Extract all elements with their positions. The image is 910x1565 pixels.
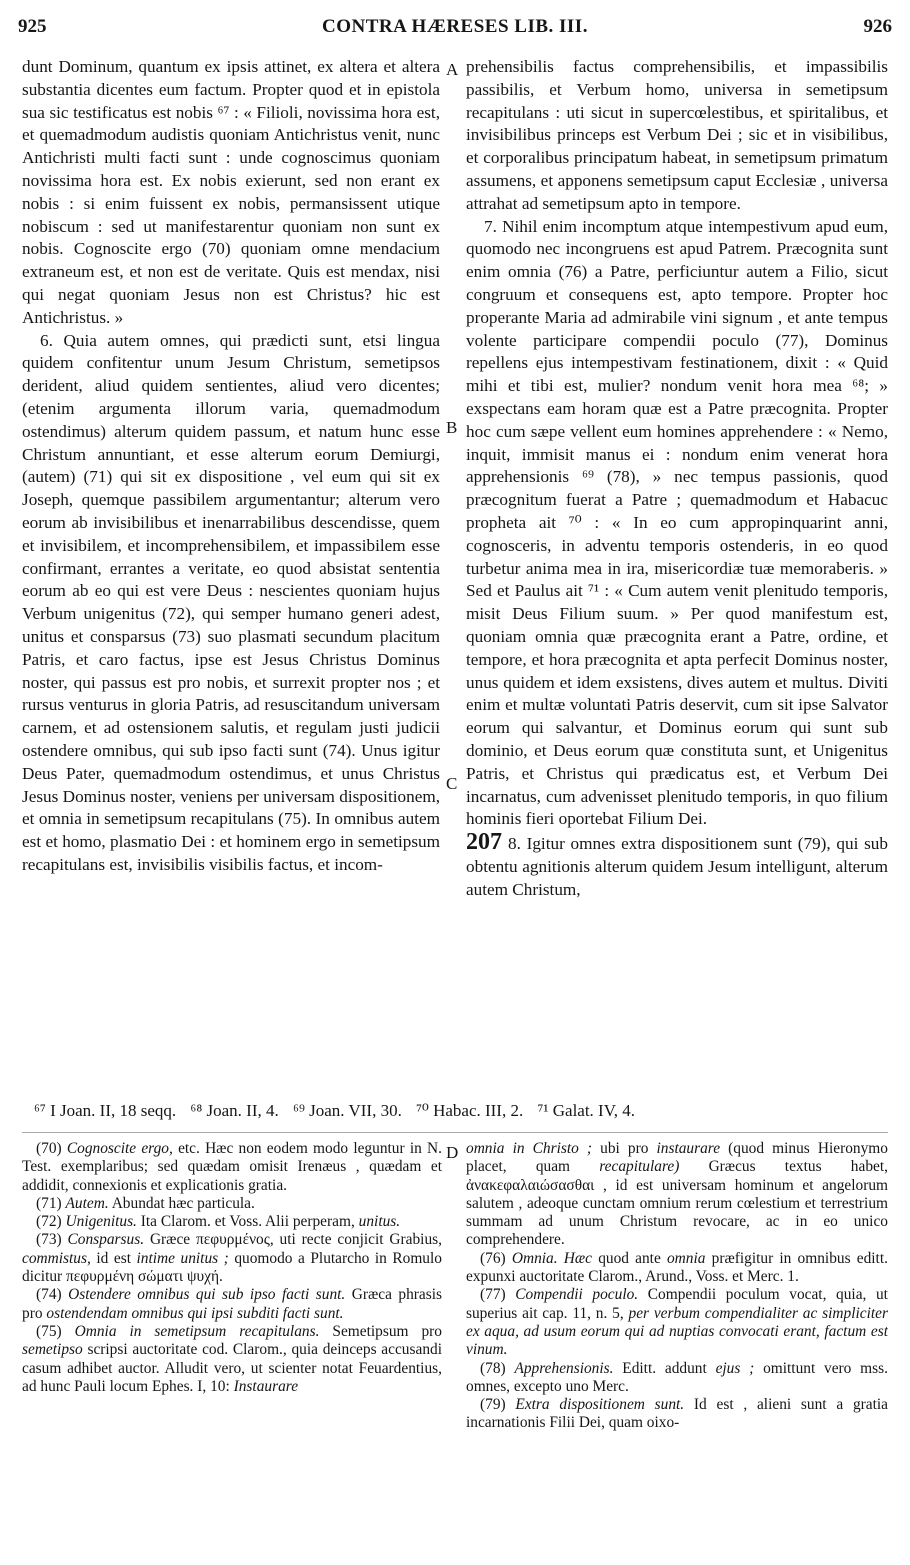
note-text: Ita Clarom. et Voss. Alii perperam, [140, 1213, 355, 1231]
paragraph-text: 8. Igitur omnes extra dispositionem sunt (79), qui sub obtentu agnitionis alterum quidem Jesum intelligunt, alterum autem Christum, [466, 834, 888, 899]
note-number: (78) [480, 1359, 506, 1377]
note-lemma: Autem. [65, 1194, 109, 1212]
notes-left-column [22, 1140, 442, 1560]
note-text: ubi pro [600, 1140, 649, 1157]
note-number: (76) [480, 1249, 506, 1267]
footnote-continued [466, 1140, 888, 1250]
note-text: scripsi auctoritate cod. Clarom., quia deinceps accusandi casum adhibet auctor. Alludit vero, ut scienter notat Feuardentius, ad hunc Pauli locum Ephes. I, 10: [22, 1341, 442, 1395]
note-number: (73) [36, 1231, 62, 1249]
margin-letter-b: B [446, 418, 458, 437]
note-text: ostendendam omnibus qui ipsi subditi facti sunt. [46, 1304, 344, 1322]
note-lemma: Cognoscite ergo, [66, 1140, 173, 1157]
scripture-ref: ⁶⁸ Joan. II, 4. [190, 1101, 279, 1120]
paragraph: dunt Dominum, quantum ex ipsis attinet, ex altera et altera substantia dicentes eum factum. Propter quod et in epistola sua sic testificatus est nobis ⁶⁷ : « Filioli, novissima hora est, et quemadmodum audistis quoniam Antichristus venit, nunc Antichristi multi facti sunt : unde cognoscimus quoniam novissima hora est. Ex nobis exierunt, sed non erant ex nobis : si enim fuissent ex nobis, permansissent utique nobiscum : sed ut manifestarentur quoniam non sunt ex nobis. Cognoscite ergo (70) quoniam omne mendacium extraneum est, et non est de veritate. Quis est mendax, nisi qui negat quoniam Jesus non est Christus? hic est Antichristus. » [22, 57, 440, 327]
note-lemma: Consparsus. [67, 1231, 145, 1249]
note-text: (quod minus Hieronymo placet, quam [466, 1140, 888, 1176]
divider [22, 1132, 888, 1133]
page-header [18, 10, 892, 40]
note-text: etc. Hæc non eodem modo leguntur in N. Test. exemplaribus; sed quædam omisit Irenæus , quædam et addidit, connexionis et explicationis gratia. [22, 1140, 442, 1194]
note-number: (77) [480, 1286, 506, 1304]
scripture-references [34, 1101, 894, 1121]
note-text: Græca phrasis pro [22, 1286, 442, 1322]
note-lemma: Extra dispositionem sunt. [515, 1396, 685, 1414]
column-number: 207 [466, 829, 502, 856]
left-column [22, 56, 440, 1086]
note-lemma: Compendii poculo. [515, 1286, 639, 1304]
note-lemma: Omnia in semetipsum recapitulans. [74, 1322, 320, 1340]
footnote [22, 1195, 442, 1213]
paragraph: 7. Nihil enim incomptum atque intempestivum apud eum, quomodo nec incongruens est apud Patrem. Præcognita sunt enim omnia (76) a Patre, perficiuntur autem a Filio, sicut congruum et consequens est, apto tempore. Propter hoc properante Maria ad admirabile vini signum , et ante tempus volente participare compendii poculo (77), Dominus repellens ejus intempestivam festinationem, dixit : « Quid mihi et tibi est, mulier? nondum venit hora mea ⁶⁸; » exspectans eam horam quæ est a Patre præcognita. Propter hoc cum sæpe vellent eum homines apprehendere : « Nemo, inquit, immisit manus ei : nondum enim venerat hora apprehensionis ⁶⁹ (78), » nec tempus passionis, quod præcognitum fuerat a Patre ; quemadmodum et Habacuc propheta ait ⁷⁰ : « In eo cum appropinquarint anni, cognosceris, in adventu temporis ostenderis, in eo quod turbetur anima mea in ira, misericordiæ tuæ memoraberis. » Sed et Paulus ait ⁷¹ : « Cum autem venit plenitudo temporis, misit Deus Filium suum. » Per quod manifestum est, quoniam omnia quæ præcognita erant a Patre, ordine, et tempore, et hora præcognita et apta perfecit Dominus noster, unus quidem et idem exsistens, dives autem et multus. Diviti enim et multæ voluntati Patris deservit, cum sit ipse Salvator eorum qui salvantur, et Dominus eorum qui sunt sub dominio, et Deus eorum quæ constituta sunt, et Unigenitus Patris, et Christus qui prædicatus est, et Verbum Dei incarnatus, cum advenisset plenitudo temporis, in quo filium hominis fieri oportebat Filium Dei. [466, 216, 888, 829]
note-text: præfigitur in omnibus editt. expunxi auctoritate Clarom., Arund., Voss. et Merc. 1. [466, 1249, 888, 1286]
paragraph: prehensibilis factus comprehensibilis, et impassibilis passibilis, et Verbum homo, universa in semetipsum recapitulans : uti sicut in supercœlestibus, et spiritalibus, et invisibilibus princeps est Verbum Dei ; sic et in visibilibus, et corporalibus principatum habeat, in semetipsum primatum assumens, et apponens semetipsum caput Ecclesiæ , universa attrahat ad semetipsum apto in tempore. [466, 57, 888, 213]
page-number-right: 926 [863, 16, 892, 37]
paragraph [466, 831, 888, 901]
note-text: intime unitus ; [136, 1249, 229, 1267]
note-text: Id est , alieni sunt a gratia incarnationis Filii Dei, quam oixo- [466, 1396, 888, 1432]
note-number: (79) [480, 1396, 506, 1414]
note-text: ejus ; [715, 1359, 755, 1377]
margin-letter-c: C [446, 774, 458, 793]
note-number: (72) [36, 1213, 62, 1231]
footnote [22, 1231, 442, 1286]
note-lemma: Apprehensionis. [514, 1359, 614, 1377]
note-text: omnia in Christo ; [466, 1140, 593, 1157]
scripture-ref: ⁷⁰ Habac. III, 2. [416, 1101, 524, 1120]
margin-letter-a: A [446, 60, 459, 79]
scripture-ref: ⁶⁷ I Joan. II, 18 seqq. [34, 1101, 177, 1120]
note-text: Editt. addunt [622, 1359, 707, 1377]
note-number: (75) [36, 1322, 62, 1340]
running-title: CONTRA HÆRESES LIB. III. [322, 16, 588, 37]
note-text: quomodo a Plutarcho in Romulo dicitur πεφυρμένη σώματι ψυχή. [22, 1249, 442, 1286]
note-number: (71) [36, 1194, 62, 1212]
page-number-left: 925 [18, 16, 47, 37]
footnote [22, 1323, 442, 1396]
note-text: commistus, [22, 1249, 91, 1267]
right-column [466, 56, 888, 1086]
note-lemma: Ostendere omnibus qui sub ipso facti sunt. [68, 1286, 346, 1304]
note-text: Græce πεφυρμένος, uti recte conjicit Grabius, [149, 1231, 442, 1249]
note-text: Hæc [563, 1249, 592, 1267]
note-text: unitus. [358, 1213, 401, 1231]
note-lemma: Omnia. [511, 1249, 558, 1267]
footnote [466, 1250, 888, 1287]
margin-letter-d: D [446, 1143, 459, 1162]
scripture-ref: ⁶⁹ Joan. VII, 30. [293, 1101, 402, 1120]
footnote [466, 1396, 888, 1433]
note-text: omnia [666, 1249, 706, 1267]
note-text: instaurare [656, 1140, 721, 1157]
note-text: Semetipsum pro [332, 1322, 442, 1340]
note-text: Græcus textus habet, ἀνακεφαλαιώσασθαι , id est universam hominum et angelorum salutem , adeoque cunctam omnium rerum cœlestium et terrestrium summam ad unum Christum revocare, ac in eo unico comprehendere. [466, 1158, 888, 1249]
note-text: Abundat hæc particula. [111, 1194, 255, 1212]
footnote [22, 1286, 442, 1323]
footnote [22, 1213, 442, 1231]
footnote [466, 1286, 888, 1359]
note-text: recapitulare) [599, 1158, 680, 1176]
notes-right-column [466, 1140, 888, 1560]
note-number: (70) [36, 1140, 62, 1157]
footnote [466, 1360, 888, 1397]
note-text: id est [96, 1249, 131, 1267]
note-lemma: Unigenitus. [65, 1213, 137, 1231]
note-text: per verbum compendialiter ac simpliciter ex aqua, ad usum eorum qui ad nuptias convocati erant, factum est vinum. [466, 1304, 888, 1359]
paragraph: 6. Quia autem omnes, qui prædicti sunt, etsi lingua quidem confitentur unum Jesum Christum, semetipsos derident, aliud quidem sentientes, aliud vero dicentes; (etenim argumenta illorum varia, quemadmodum ostendimus) alterum quidem passum, et natum hunc esse Christum annuntiant, et esse alterum eorum Demiurgi, (autem) (71) qui sit ex dispositione , vel eum qui sit ex Joseph, quemque passibilem argumentantur; alterum vero eorum ab invisibilibus et inenarrabilibus descendisse, quem et invisibilem, et incomprehensibilem, et impassibilem esse confirmant, errantes a veritate, eo quod absistat sententia eorum ab eo qui est vere Deus : nescientes quoniam hujus Verbum unigenitus (72), qui semper humano generi adest, unitus et consparsus (73) suo plasmati secundum placitum Patris, et caro factus, ipse est Jesus Christus Dominus noster, qui passus est pro nobis, et surrexit propter nos ; et rursus venturus in gloria Patris, ad resuscitandum universam carnem, et ad ostensionem salutis, et regulam justi judicii ostendere omnibus, qui sub ipso facti sunt (74). Unus igitur Deus Pater, quemadmodum ostendimus, et unus Christus Jesus Dominus noster, veniens per universam dispositionem, et omnia in semetipsum recapitulans (75). In omnibus autem est et homo, plasmatio Dei : et hominem ergo in semetipsum recapitulans est, invisibilis visibilis factus, et incom- [22, 330, 440, 874]
note-text: omittunt vero mss. omnes, excepto uno Merc. [466, 1359, 888, 1395]
note-text: Compendii poculum vocat, quia, ut superius ait cap. 11, n. 5, [466, 1286, 888, 1322]
scripture-ref: ⁷¹ Galat. IV, 4. [537, 1101, 636, 1120]
note-text: quod ante [598, 1249, 661, 1267]
note-text: Instaurare [233, 1377, 299, 1395]
note-text: semetipso [22, 1341, 83, 1359]
footnote [22, 1140, 442, 1195]
note-number: (74) [36, 1286, 62, 1304]
